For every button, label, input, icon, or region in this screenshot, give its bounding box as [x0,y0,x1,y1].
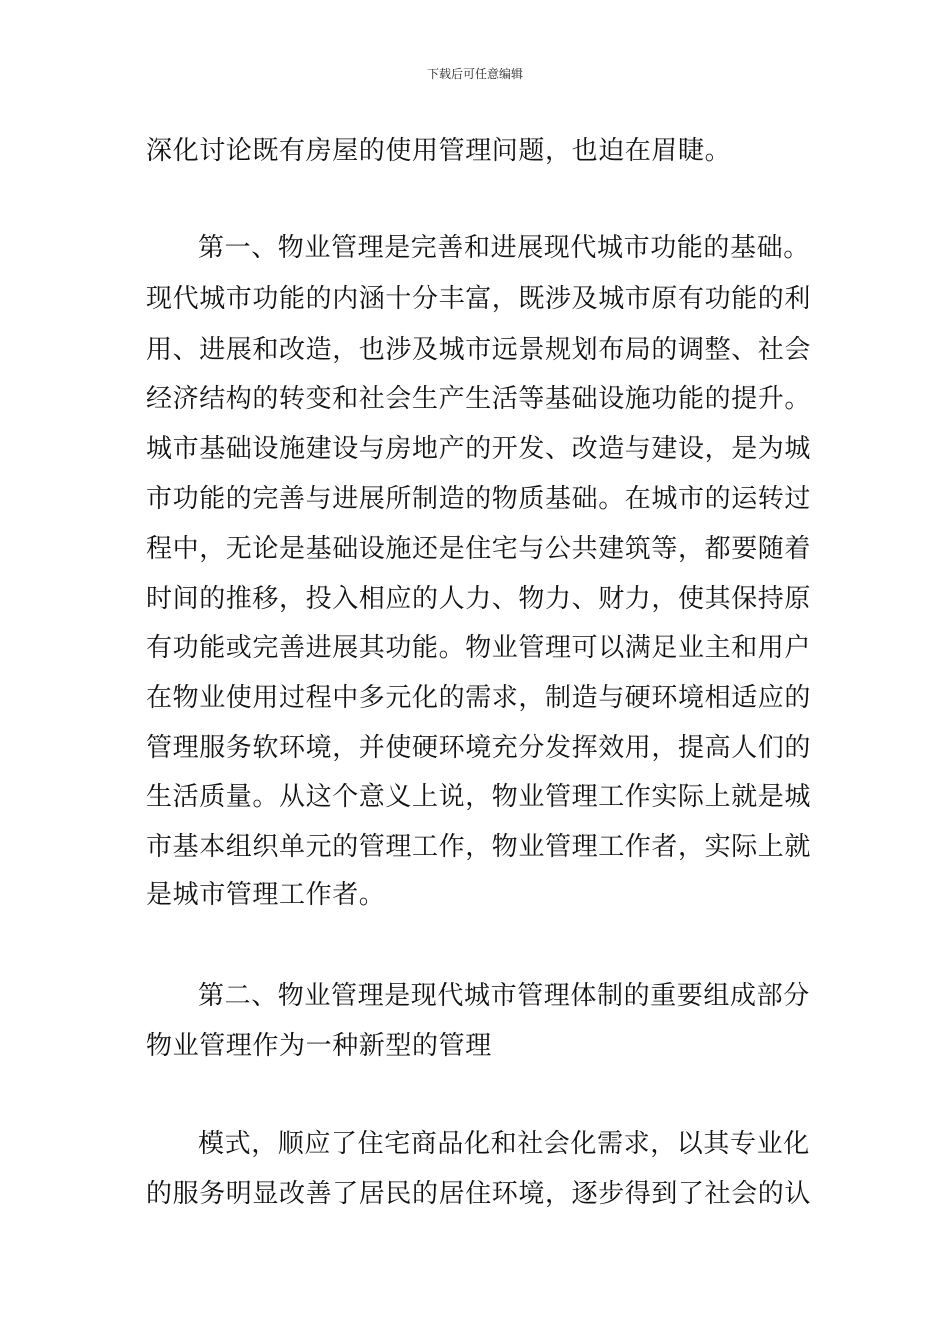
text-line: 的服务明显改善了居民的居住环境，逐步得到了社会的认 [146,1179,812,1209]
text-line: 现代城市功能的内涵十分丰富，既涉及城市原有功能的利 [146,284,812,314]
text-line: 模式，顺应了住宅商品化和社会化需求，以其专业化 [198,1129,810,1159]
text-line: 市功能的完善与进展所制造的物质基础。在城市的运转过 [146,484,812,514]
text-line: 有功能或完善进展其功能。物业管理可以满足业主和用户 [146,633,812,663]
text-line: 市基本组织单元的管理工作，物业管理工作者，实际上就 [146,832,812,862]
text-line: 生活质量。从这个意义上说，物业管理工作实际上就是城 [146,782,812,812]
text-line: 城市基础设施建设与房地产的开发、改造与建设，是为城 [146,434,812,464]
text-line: 时间的推移，投入相应的人力、物力、财力，使其保持原 [146,584,812,614]
text-line: 是城市管理工作者。 [146,880,386,910]
text-line: 物业管理作为一种新型的管理 [146,1031,492,1061]
text-line: 深化讨论既有房屋的使用管理问题，也迫在眉睫。 [146,136,732,166]
text-line: 经济结构的转变和社会生产生活等基础设施功能的提升。 [146,384,812,414]
page-header: 下载后可任意编辑 [426,67,523,81]
text-line: 程中，无论是基础设施还是住宅与公共建筑等，都要随着 [146,534,812,564]
text-line: 管理服务软环境，并使硬环境充分发挥效用，提高人们的 [146,733,812,763]
section-heading: 第一、物业管理是完善和进展现代城市功能的基础。 [198,233,810,263]
text-line: 在物业使用过程中多元化的需求，制造与硬环境相适应的 [146,683,812,713]
section-heading: 第二、物业管理是现代城市管理体制的重要组成部分 [198,981,810,1011]
text-line: 用、进展和改造，也涉及城市远景规划布局的调整、社会 [146,335,812,365]
